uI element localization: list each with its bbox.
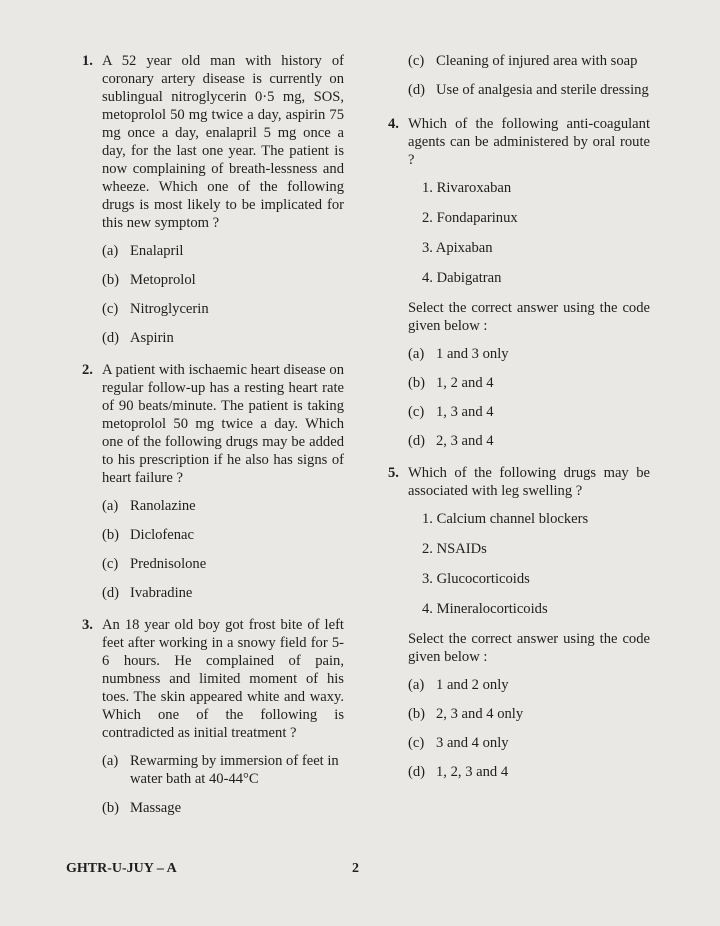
options-list (102, 752, 344, 817)
option-text: Nitroglycerin (130, 301, 209, 317)
option-label: (a) (408, 346, 425, 362)
option-a (408, 345, 650, 363)
option-text: 1 and 2 only (436, 677, 509, 693)
option-b (408, 374, 650, 392)
booklet-code: GHTR-U-JUY – A (66, 861, 177, 876)
question-text: Which of the following anti-coagulant agents can be administered by oral route ? (408, 116, 650, 168)
statement-item: 1. Calcium channel blockers (422, 511, 589, 527)
options-list (102, 497, 344, 602)
option-text: Use of analgesia and sterile dressing (436, 82, 649, 98)
option-label: (a) (102, 498, 119, 514)
option-label: (c) (408, 404, 425, 420)
option-label: (d) (408, 82, 426, 98)
statement-list (408, 179, 650, 287)
option-c (102, 555, 344, 573)
option-text: Metoprolol (130, 272, 196, 288)
statement-item: 4. Mineralocorticoids (422, 601, 548, 617)
statement-list (408, 510, 650, 618)
statement-item: 3. Apixaban (422, 240, 493, 256)
option-b (408, 705, 650, 723)
option-label: (d) (102, 330, 120, 346)
question-text: A patient with ischaemic heart disease on regular follow-up has a resting heart rate of 90 beats/minute. The patient is taking metoprolol 50 mg twice a day. Which one of the following drugs may be added to his prescription if he also has signs of heart failure ? (102, 362, 344, 486)
option-text: Enalapril (130, 243, 184, 259)
option-text: Rewarming by immersion of feet in water bath at 40-44°C (130, 753, 339, 787)
option-label: (b) (102, 272, 120, 288)
option-d (408, 432, 650, 450)
option-text: Aspirin (130, 330, 174, 346)
option-text: Massage (130, 800, 182, 816)
question-1 (82, 52, 344, 347)
page-number: 2 (352, 861, 359, 876)
option-c (408, 52, 650, 70)
option-c (408, 734, 650, 752)
option-text: Prednisolone (130, 556, 207, 572)
question-number: 5. (388, 465, 399, 481)
option-text: 1, 3 and 4 (436, 404, 494, 420)
option-b (102, 526, 344, 544)
option-d (408, 81, 650, 99)
question-3 (82, 616, 344, 817)
statement-item: 2. Fondaparinux (422, 210, 518, 226)
option-label: (a) (102, 243, 119, 259)
option-label: (d) (102, 585, 120, 601)
option-a (102, 242, 344, 260)
question-number: 1. (82, 53, 93, 69)
options-list (102, 242, 344, 347)
option-a (408, 676, 650, 694)
question-text: Which of the following drugs may be associated with leg swelling ? (408, 465, 650, 499)
option-label: (b) (102, 800, 120, 816)
option-label: (c) (408, 735, 425, 751)
option-label: (a) (102, 753, 119, 769)
option-b (102, 799, 344, 817)
option-d (102, 584, 344, 602)
option-c (408, 403, 650, 421)
option-c (102, 300, 344, 318)
option-text: Diclofenac (130, 527, 195, 543)
option-label: (b) (102, 527, 120, 543)
answer-code-instruction: Select the correct answer using the code given below : (408, 300, 650, 334)
question-number: 3. (82, 617, 93, 633)
statement-item: 4. Dabigatran (422, 270, 502, 286)
statement-item: 1. Rivaroxaban (422, 180, 512, 196)
option-text: 1 and 3 only (436, 346, 509, 362)
option-text: Ranolazine (130, 498, 196, 514)
option-a (102, 752, 344, 788)
right-column (388, 52, 650, 792)
option-label: (b) (408, 706, 426, 722)
option-d (408, 763, 650, 781)
option-label: (b) (408, 375, 426, 391)
question-text: An 18 year old boy got frost bite of left feet after working in a snowy field for 5-6 hours. He complained of pain, numbness and limited moment of his toes. The skin appeared white and waxy. Which one of the following is contradicted as initial treatment ? (102, 617, 344, 741)
option-label: (c) (102, 301, 119, 317)
statement-item: 3. Glucocorticoids (422, 571, 530, 587)
statement-item: 2. NSAIDs (422, 541, 487, 557)
option-label: (d) (408, 433, 426, 449)
option-label: (c) (408, 53, 425, 69)
left-column (82, 52, 344, 828)
option-text: 1, 2, 3 and 4 (436, 764, 509, 780)
question-3-continued (388, 52, 650, 99)
question-number: 2. (82, 362, 93, 378)
option-text: Cleaning of injured area with soap (436, 53, 638, 69)
option-label: (a) (408, 677, 425, 693)
option-text: 3 and 4 only (436, 735, 509, 751)
option-a (102, 497, 344, 515)
option-label: (d) (408, 764, 426, 780)
option-label: (c) (102, 556, 119, 572)
question-2 (82, 361, 344, 602)
option-b (102, 271, 344, 289)
question-4 (388, 115, 650, 450)
option-d (102, 329, 344, 347)
question-text: A 52 year old man with history of coronary artery disease is currently on sublingual nitroglycerin 0·5 mg, SOS, metoprolol 50 mg twice a day, aspirin 75 mg once a day, enalapril 5 mg once a day, for the last one year. The patient is now complaining of breath-lessness and wheeze. Which one of the following drugs is most likely to be implicated for this new symptom ? (102, 53, 344, 231)
question-5 (388, 464, 650, 781)
options-list (408, 345, 650, 450)
question-number: 4. (388, 116, 399, 132)
option-text: 1, 2 and 4 (436, 375, 494, 391)
option-text: 2, 3 and 4 (436, 433, 494, 449)
option-text: Ivabradine (130, 585, 193, 601)
option-text: 2, 3 and 4 only (436, 706, 524, 722)
options-list (408, 676, 650, 781)
answer-code-instruction: Select the correct answer using the code given below : (408, 631, 650, 665)
